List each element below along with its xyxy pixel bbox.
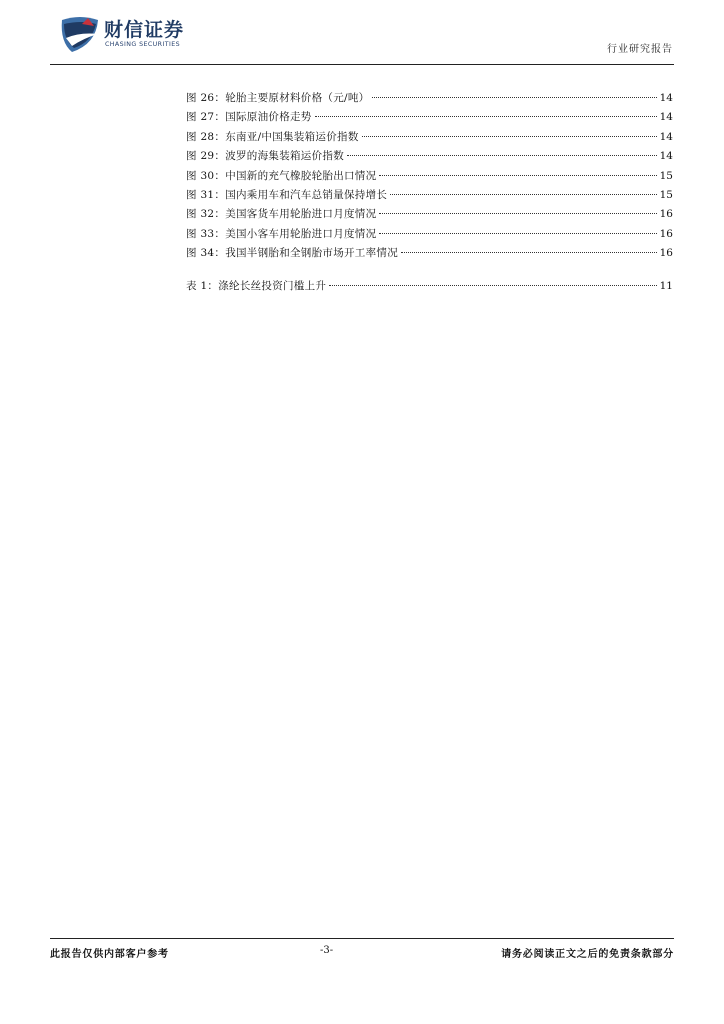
toc-entry-label: 图 28：东南亚/中国集装箱运价指数: [186, 130, 359, 143]
toc-entry-label: 图 32：美国客货车用轮胎进口月度情况: [186, 208, 377, 221]
toc-entry-figure-34[interactable]: [186, 244, 673, 263]
toc-entry-figure-27[interactable]: [186, 108, 673, 127]
logo-emblem-icon: [58, 14, 100, 56]
toc-entry-label: 图 30：中国新的充气橡胶轮胎出口情况: [186, 169, 377, 182]
toc-entry-page: 15: [659, 188, 673, 201]
footer-divider: [50, 938, 674, 939]
dot-leader: [390, 194, 656, 195]
toc-entry-figure-33[interactable]: [186, 225, 673, 244]
toc-entry-label: 图 33：美国小客车用轮胎进口月度情况: [186, 227, 377, 240]
toc-entry-label: 表 1：涤纶长丝投资门槛上升: [186, 279, 327, 292]
dot-leader: [315, 116, 657, 117]
toc-entry-page: 14: [659, 111, 673, 124]
toc-entry-table-1[interactable]: [186, 277, 673, 296]
dot-leader: [379, 233, 656, 234]
toc-entry-label: 图 34：我国半钢胎和全钢胎市场开工率情况: [186, 247, 398, 260]
toc-entry-label: 图 26：轮胎主要原材料价格（元/吨）: [186, 92, 370, 104]
toc-entry-page: 16: [659, 208, 673, 221]
footer-disclaimer-left: 此报告仅供内部客户参考: [50, 949, 169, 960]
page-header: [0, 0, 724, 70]
toc-entry-figure-29[interactable]: [186, 147, 673, 166]
toc-entry-figure-28[interactable]: [186, 128, 673, 147]
toc-entry-figure-26[interactable]: [186, 89, 673, 108]
footer-disclaimer-right: 请务必阅读正文之后的免责条款部分: [501, 949, 674, 960]
logo-english-name: CHASING SECURITIES: [105, 41, 180, 48]
toc-section-gap: [186, 264, 673, 277]
page-footer: [50, 945, 674, 961]
logo-chinese-name: 财信证券: [104, 19, 185, 41]
dot-leader: [379, 213, 656, 214]
page-number: -3-: [320, 945, 334, 956]
toc-entry-page: 14: [659, 92, 673, 104]
dot-leader: [329, 285, 656, 286]
toc-entry-label: 图 29：波罗的海集装箱运价指数: [186, 150, 344, 163]
toc-entry-page: 16: [659, 227, 673, 240]
toc-entry-page: 15: [659, 169, 673, 182]
dot-leader: [379, 175, 656, 176]
toc-entry-page: 14: [659, 150, 673, 163]
toc-entry-figure-30[interactable]: [186, 167, 673, 186]
report-type-label: 行业研究报告: [607, 44, 673, 55]
toc-entry-page: 11: [659, 279, 673, 292]
dot-leader: [347, 155, 657, 156]
toc-entry-figure-31[interactable]: [186, 186, 673, 205]
toc-entry-page: 16: [659, 247, 673, 260]
dot-leader: [372, 97, 656, 98]
header-divider: [50, 64, 674, 65]
dot-leader: [362, 136, 657, 137]
dot-leader: [401, 252, 657, 253]
toc-entry-page: 14: [659, 130, 673, 143]
toc-entry-label: 图 27：国际原油价格走势: [186, 111, 312, 124]
company-logo: [58, 14, 208, 58]
toc-entry-figure-32[interactable]: [186, 205, 673, 224]
toc-entry-label: 图 31：国内乘用车和汽车总销量保持增长: [186, 188, 388, 201]
table-of-contents: [186, 89, 673, 296]
